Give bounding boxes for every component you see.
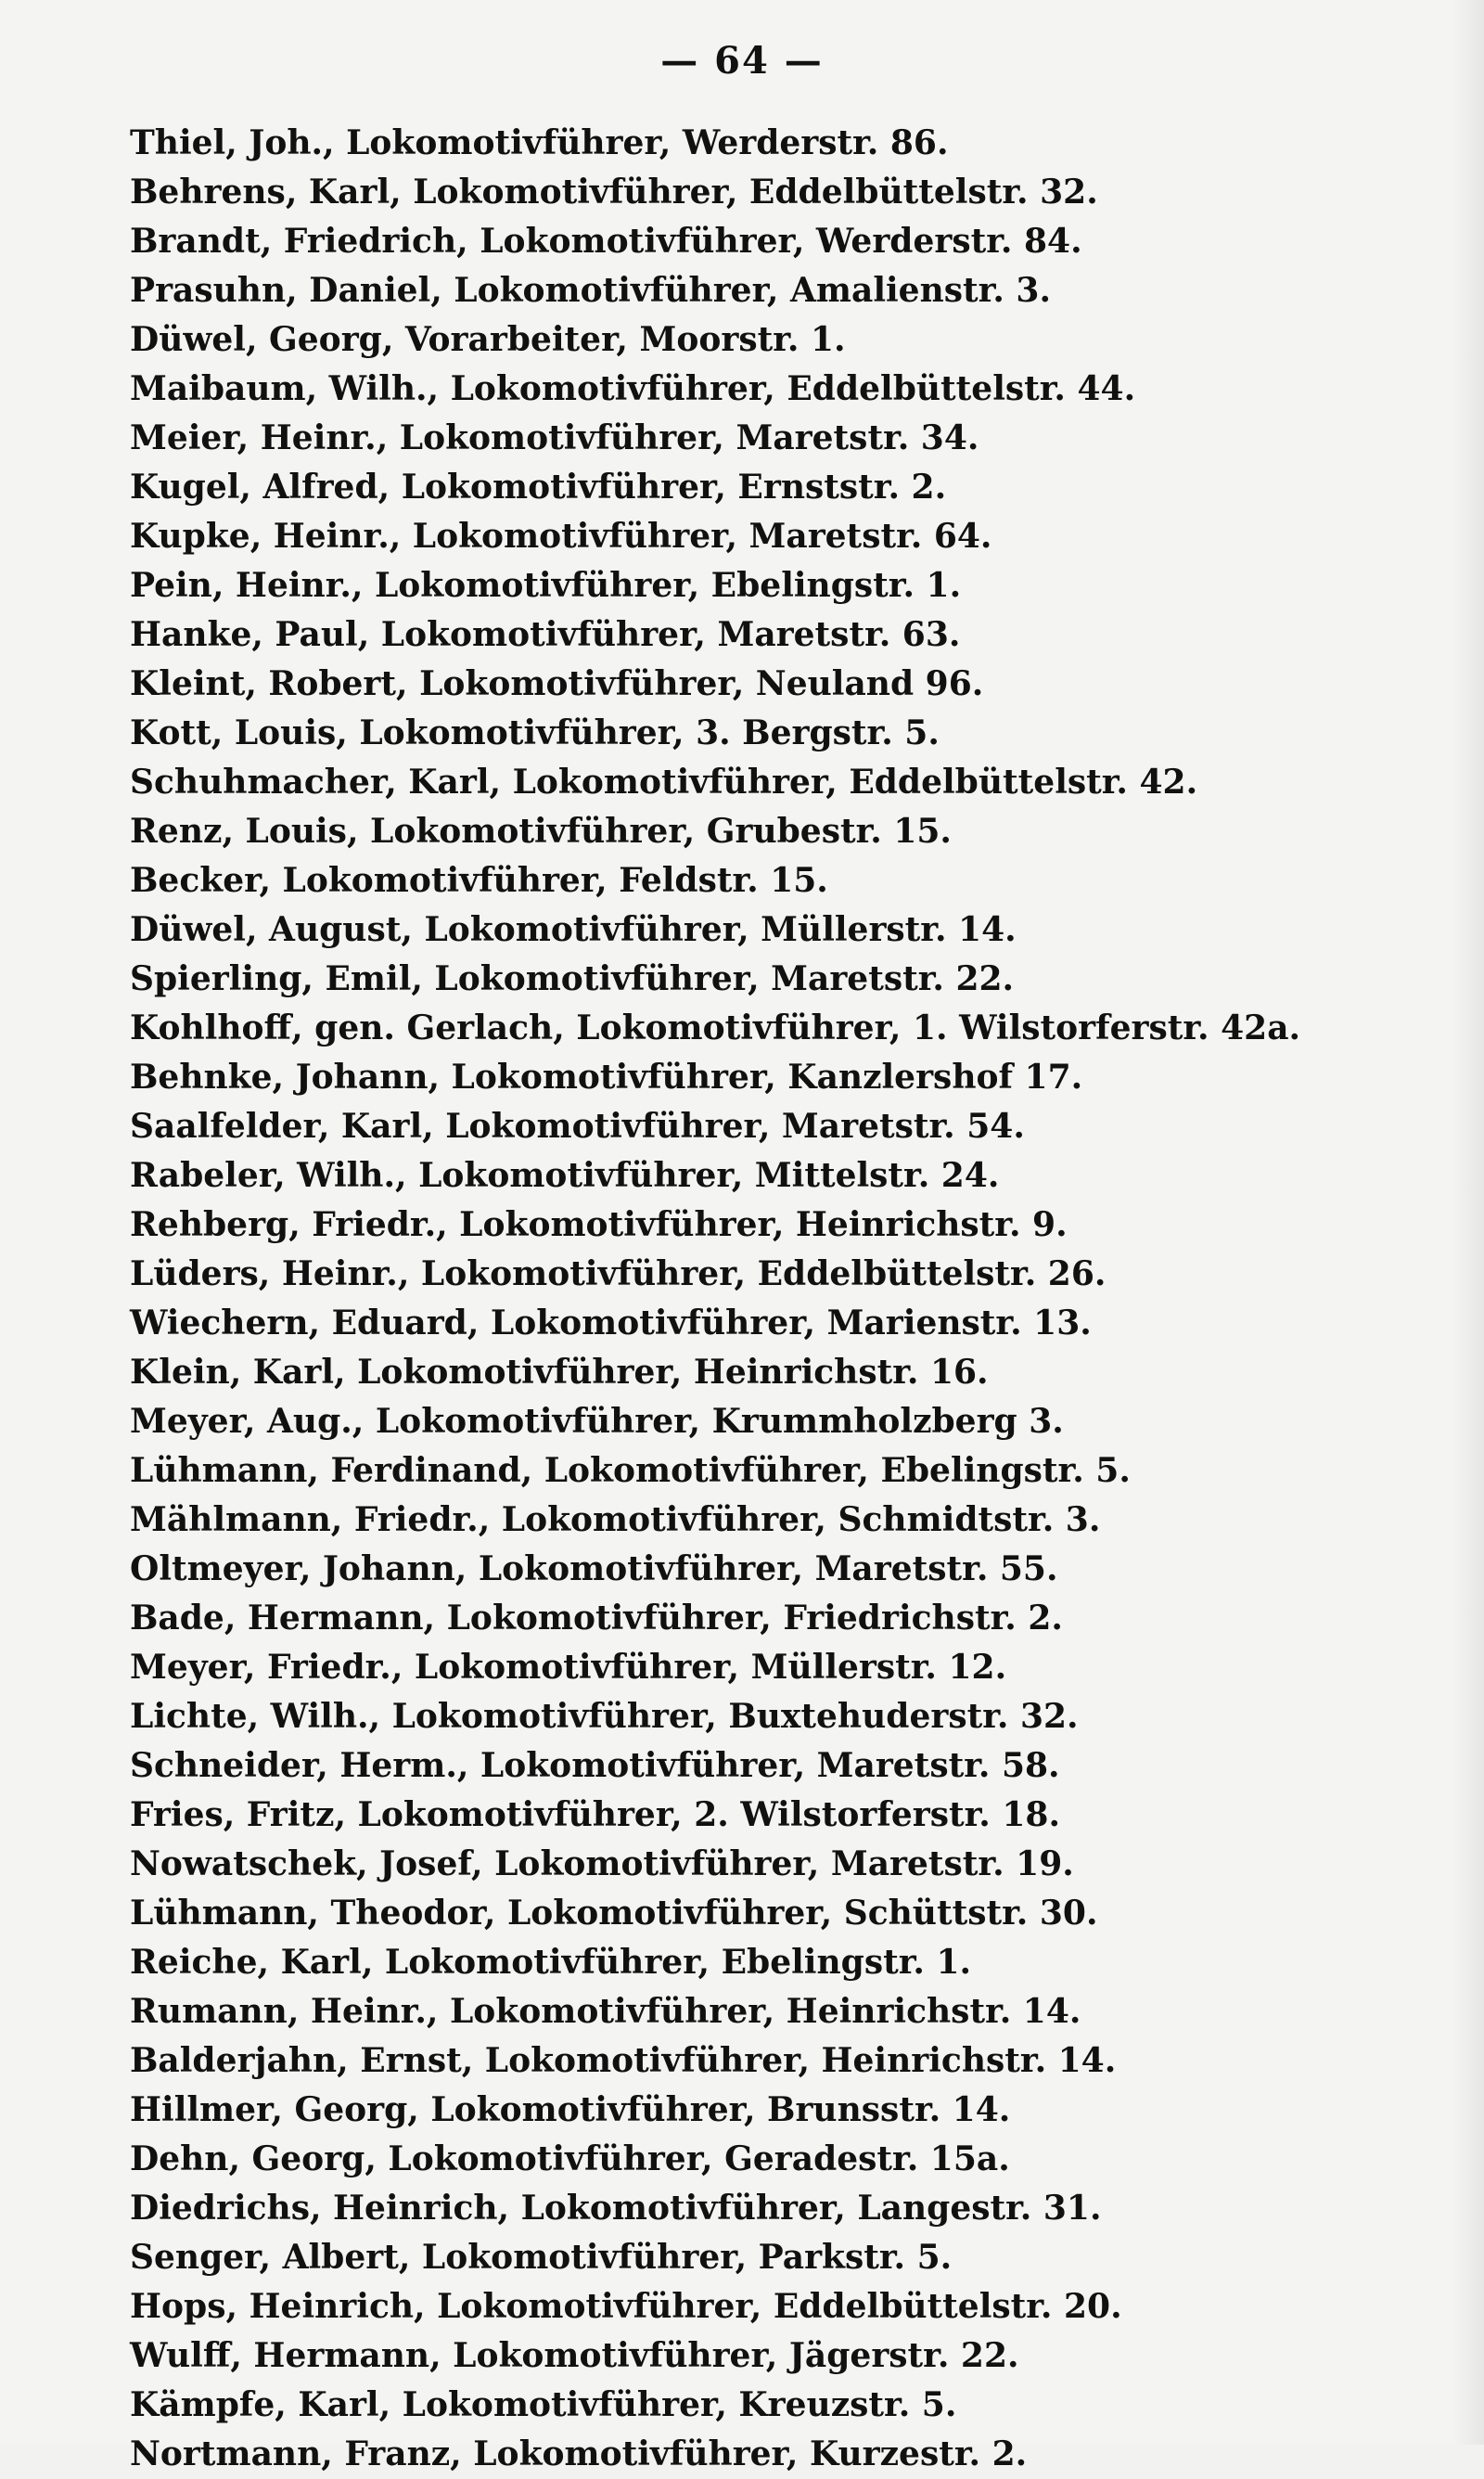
directory-entry: Pein, Heinr., Lokomotivführer, Ebelingstr. 1. — [130, 566, 962, 605]
directory-entry: Dehn, Georg, Lokomotivführer, Geradestr. 15a. — [130, 2139, 1010, 2178]
directory-entry: Rehberg, Friedr., Lokomotivführer, Heinrichstr. 9. — [130, 1205, 1068, 1244]
directory-entry: Thiel, Joh., Lokomotivführer, Werderstr. 86. — [130, 123, 949, 162]
directory-entry: Schneider, Herm., Lokomotivführer, Maretstr. 58. — [130, 1746, 1060, 1785]
directory-entry: Becker, Lokomotivführer, Feldstr. 15. — [130, 861, 828, 900]
directory-entry: Schuhmacher, Karl, Lokomotivführer, Eddelbüttelstr. 42. — [130, 763, 1198, 802]
directory-entry: Wiechern, Eduard, Lokomotivführer, Marienstr. 13. — [130, 1304, 1092, 1342]
directory-entry: Kohlhoff, gen. Gerlach, Lokomotivführer, 1. Wilstorferstr. 42a. — [130, 1008, 1301, 1047]
directory-entry: Hanke, Paul, Lokomotivführer, Maretstr. 63. — [130, 615, 961, 654]
directory-entry: Oltmeyer, Johann, Lokomotivführer, Maretstr. 55. — [130, 1549, 1058, 1588]
directory-entry: Spierling, Emil, Lokomotivführer, Maretstr. 22. — [130, 959, 1015, 998]
directory-entry: Prasuhn, Daniel, Lokomotivführer, Amalienstr. 3. — [130, 271, 1051, 310]
directory-entry: Nortmann, Franz, Lokomotivführer, Kurzestr. 2. — [130, 2434, 1028, 2473]
directory-entry: Kugel, Alfred, Lokomotivführer, Ernststr. 2. — [130, 468, 947, 507]
directory-entry: Fries, Fritz, Lokomotivführer, 2. Wilstorferstr. 18. — [130, 1795, 1060, 1834]
directory-entry: Behrens, Karl, Lokomotivführer, Eddelbüttelstr. 32. — [130, 173, 1098, 212]
directory-entry: Meyer, Aug., Lokomotivführer, Krummholzberg 3. — [130, 1402, 1064, 1441]
directory-entry: Senger, Albert, Lokomotivführer, Parkstr. 5. — [130, 2238, 953, 2277]
directory-entry: Saalfelder, Karl, Lokomotivführer, Maretstr. 54. — [130, 1107, 1025, 1146]
directory-entry: Diedrichs, Heinrich, Lokomotivführer, Langestr. 31. — [130, 2189, 1102, 2228]
directory-entry: Brandt, Friedrich, Lokomotivführer, Werderstr. 84. — [130, 222, 1082, 261]
directory-entry: Kupke, Heinr., Lokomotivführer, Maretstr. 64. — [130, 517, 992, 556]
directory-entry-list — [130, 119, 1363, 2479]
directory-entry: Nowatschek, Josef, Lokomotivführer, Maretstr. 19. — [130, 1844, 1074, 1883]
directory-entry: Lühmann, Theodor, Lokomotivführer, Schüttstr. 30. — [130, 1894, 1098, 1933]
directory-entry: Hops, Heinrich, Lokomotivführer, Eddelbüttelstr. 20. — [130, 2287, 1122, 2326]
directory-entry: Lichte, Wilh., Lokomotivführer, Buxtehuderstr. 32. — [130, 1697, 1079, 1736]
page-edge-shadow — [1452, 0, 1484, 2445]
directory-entry: Mählmann, Friedr., Lokomotivführer, Schmidtstr. 3. — [130, 1500, 1101, 1539]
page-number: — 64 — — [660, 39, 824, 83]
directory-entry: Rumann, Heinr., Lokomotivführer, Heinrichstr. 14. — [130, 1992, 1081, 2031]
directory-entry: Düwel, August, Lokomotivführer, Müllerstr. 14. — [130, 910, 1017, 949]
directory-entry: Balderjahn, Ernst, Lokomotivführer, Heinrichstr. 14. — [130, 2041, 1117, 2080]
directory-entry: Lüders, Heinr., Lokomotivführer, Eddelbüttelstr. 26. — [130, 1254, 1107, 1293]
directory-entry: Renz, Louis, Lokomotivführer, Grubestr. 15. — [130, 812, 952, 851]
directory-entry: Reiche, Karl, Lokomotivführer, Ebelingstr. 1. — [130, 1943, 972, 1982]
directory-entry: Maibaum, Wilh., Lokomotivführer, Eddelbüttelstr. 44. — [130, 369, 1136, 408]
directory-entry: Meyer, Friedr., Lokomotivführer, Müllerstr. 12. — [130, 1648, 1007, 1687]
directory-entry: Rabeler, Wilh., Lokomotivführer, Mittelstr. 24. — [130, 1156, 1000, 1195]
directory-entry: Hillmer, Georg, Lokomotivführer, Brunsstr. 14. — [130, 2090, 1011, 2129]
directory-entry: Düwel, Georg, Vorarbeiter, Moorstr. 1. — [130, 320, 846, 359]
directory-entry: Kleint, Robert, Lokomotivführer, Neuland 96. — [130, 664, 984, 703]
directory-entry: Bade, Hermann, Lokomotivführer, Friedrichstr. 2. — [130, 1599, 1063, 1638]
directory-entry: Klein, Karl, Lokomotivführer, Heinrichstr. 16. — [130, 1353, 989, 1392]
directory-entry: Lühmann, Ferdinand, Lokomotivführer, Ebelingstr. 5. — [130, 1451, 1131, 1490]
directory-entry: Kämpfe, Karl, Lokomotivführer, Kreuzstr. 5. — [130, 2385, 957, 2424]
directory-entry: Wulff, Hermann, Lokomotivführer, Jägerstr. 22. — [130, 2336, 1019, 2375]
directory-entry: Behnke, Johann, Lokomotivführer, Kanzlershof 17. — [130, 1058, 1083, 1097]
directory-entry: Meier, Heinr., Lokomotivführer, Maretstr. 34. — [130, 418, 979, 457]
directory-entry: Kott, Louis, Lokomotivführer, 3. Bergstr. 5. — [130, 713, 940, 752]
